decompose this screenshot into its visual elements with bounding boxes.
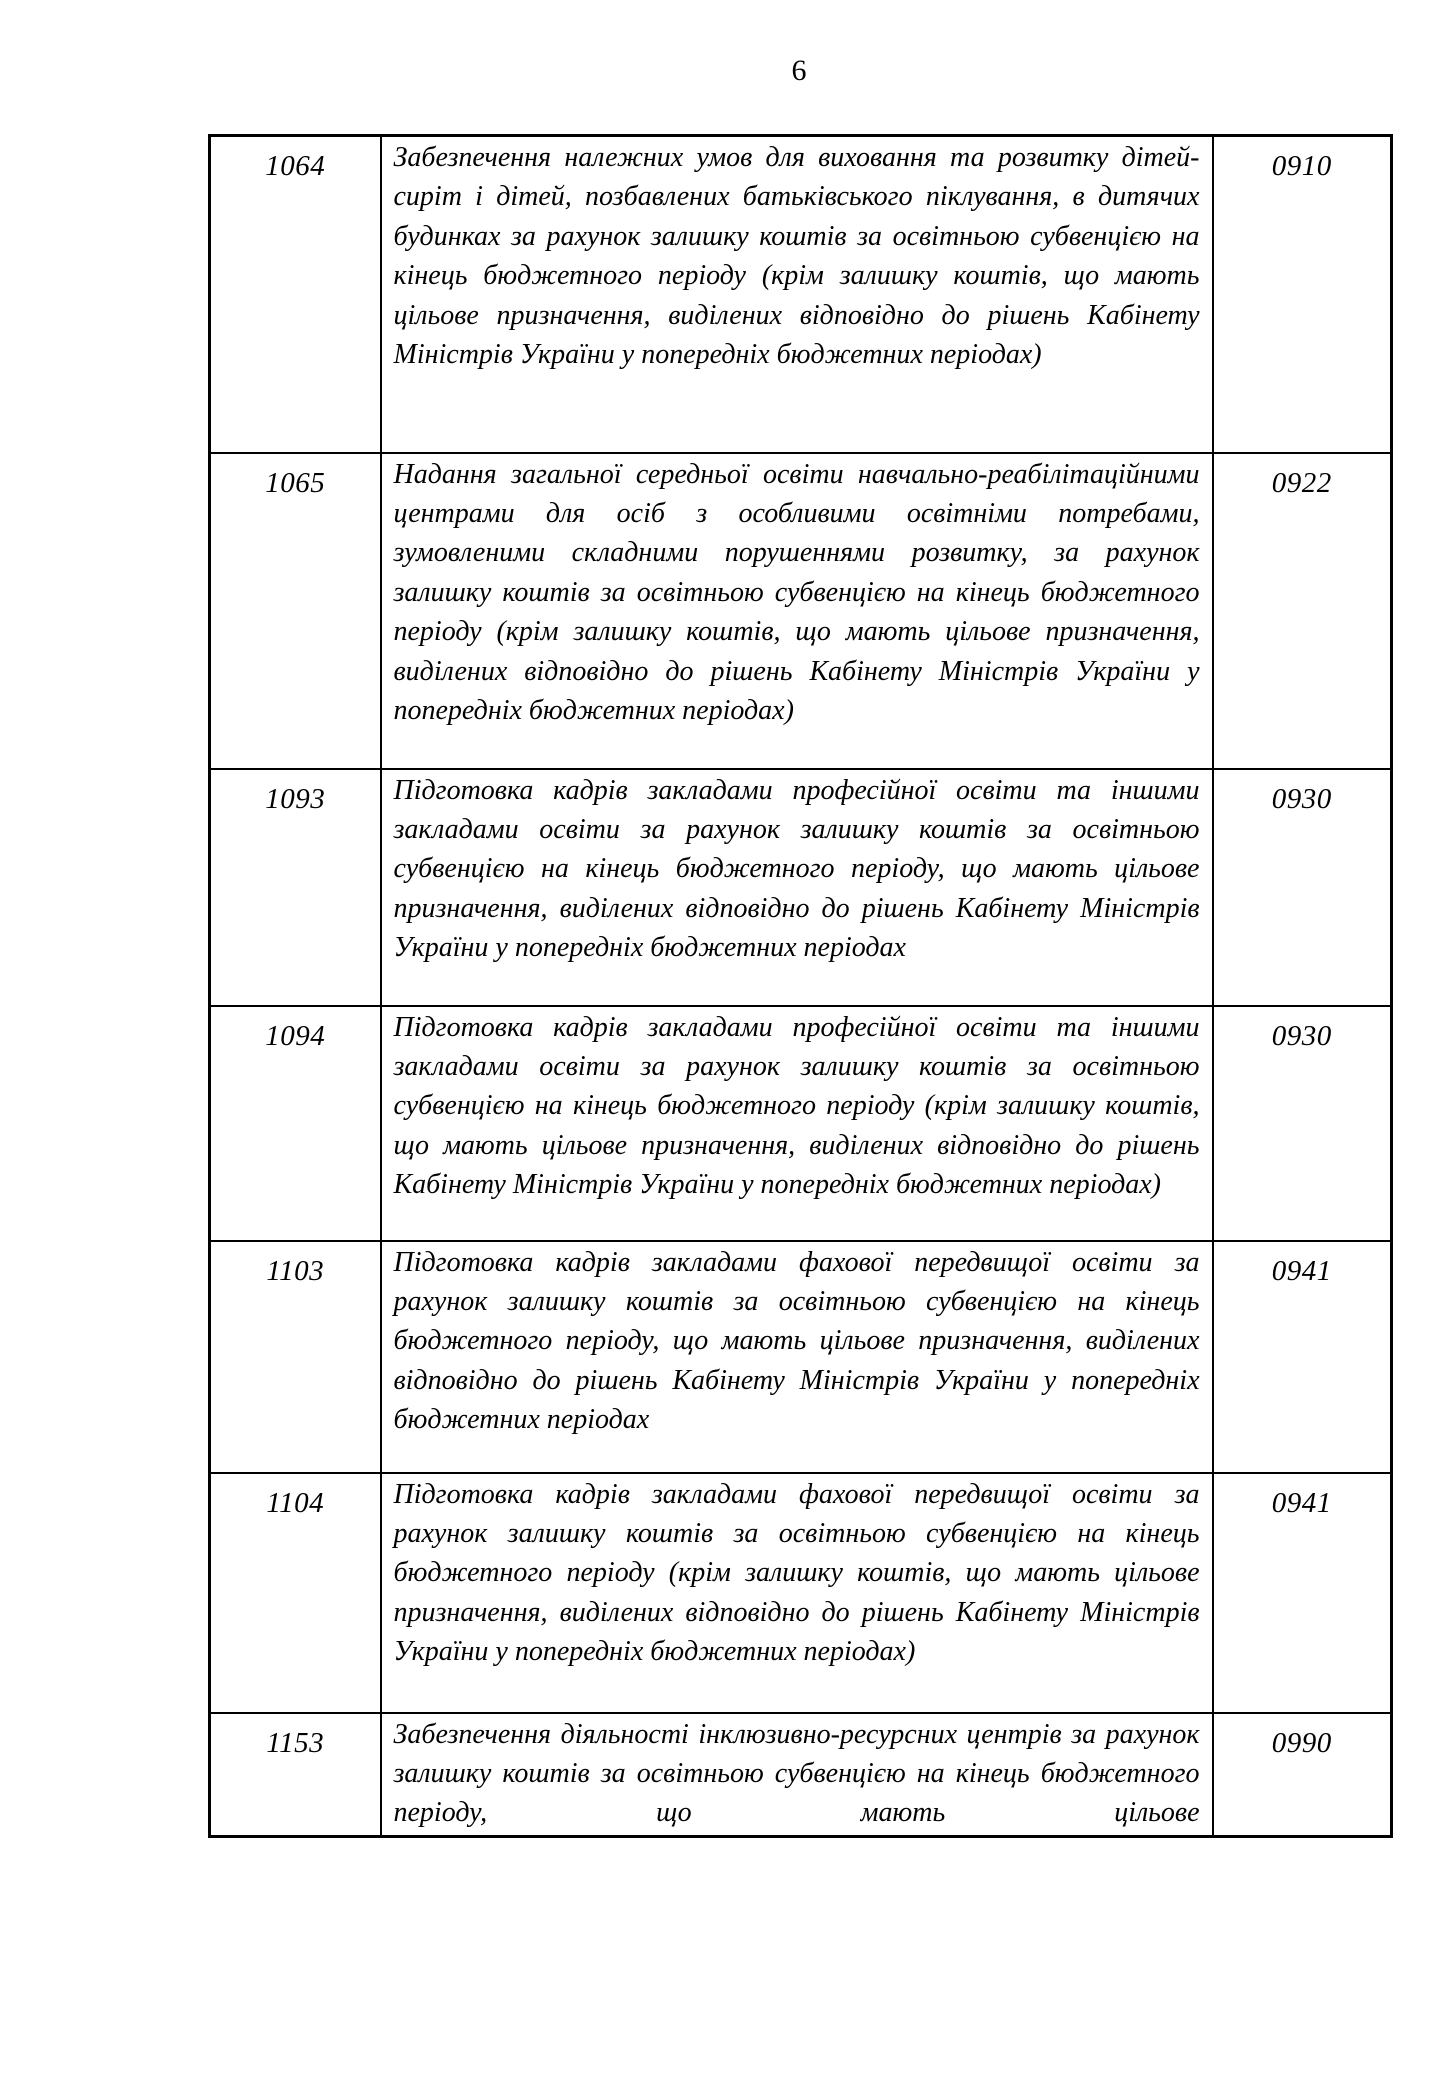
program-code-cell: 1094 — [210, 1006, 381, 1241]
table-row — [210, 1713, 1392, 1837]
description-cell: Надання загальної середньої освіти навчально-реабілітаційними центрами для осіб з особливими освітніми потребами, зумовленими складними порушеннями розвитку, за рахунок залишку коштів за освітньою субвенцією на кінець бюджетного періоду (крім залишку коштів, що мають цільове призначення, виділених відповідно до рішень Кабінету Міністрів України у попередніх бюджетних періодах) — [381, 453, 1213, 769]
program-code-cell: 1093 — [210, 769, 381, 1006]
table-row — [210, 769, 1392, 1006]
table-row — [210, 1006, 1392, 1241]
program-code-cell: 1103 — [210, 1241, 381, 1473]
table-row — [210, 1473, 1392, 1713]
description-cell: Підготовка кадрів закладами фахової передвищої освіти за рахунок залишку коштів за освітньою субвенцією на кінець бюджетного періоду (крім залишку коштів, що мають цільове призначення, виділених відповідно до рішень Кабінету Міністрів України у попередніх бюджетних періодах) — [381, 1473, 1213, 1713]
program-code-cell: 1064 — [210, 136, 381, 453]
functional-code-cell: 0941 — [1213, 1241, 1392, 1473]
document-page — [0, 52, 1448, 2100]
description-cell: Підготовка кадрів закладами фахової передвищої освіти за рахунок залишку коштів за освітньою субвенцією на кінець бюджетного періоду, що мають цільове призначення, виділених відповідно до рішень Кабінету Міністрів України у попередніх бюджетних періодах — [381, 1241, 1213, 1473]
functional-code-cell: 0910 — [1213, 136, 1392, 453]
functional-code-cell: 0930 — [1213, 769, 1392, 1006]
functional-code-cell: 0990 — [1213, 1713, 1392, 1837]
table-row — [210, 1241, 1392, 1473]
description-cell: Забезпечення належних умов для виховання та розвитку дітей-сиріт і дітей, позбавлених батьківського піклування, в дитячих будинках за рахунок залишку коштів за освітньою субвенцією на кінець бюджетного періоду (крім залишку коштів, що мають цільове призначення, виділених відповідно до рішень Кабінету Міністрів України у попередніх бюджетних періодах) — [381, 136, 1213, 453]
functional-code-cell: 0941 — [1213, 1473, 1392, 1713]
budget-program-table — [208, 134, 1393, 1838]
functional-code-cell: 0930 — [1213, 1006, 1392, 1241]
functional-code-cell: 0922 — [1213, 453, 1392, 769]
program-code-cell: 1153 — [210, 1713, 381, 1837]
description-cell: Забезпечення діяльності інклюзивно-ресурсних центрів за рахунок залишку коштів за освітньою субвенцією на кінець бюджетного періоду, що мають цільове — [381, 1713, 1213, 1837]
description-cell: Підготовка кадрів закладами професійної освіти та іншими закладами освіти за рахунок залишку коштів за освітньою субвенцією на кінець бюджетного періоду, що мають цільове призначення, виділених відповідно до рішень Кабінету Міністрів України у попередніх бюджетних періодах — [381, 769, 1213, 1006]
table-row — [210, 453, 1392, 769]
program-code-cell: 1104 — [210, 1473, 381, 1713]
page-number: 6 — [791, 54, 807, 87]
table-row — [210, 136, 1392, 453]
program-code-cell: 1065 — [210, 453, 381, 769]
description-cell: Підготовка кадрів закладами професійної освіти та іншими закладами освіти за рахунок залишку коштів за освітньою субвенцією на кінець бюджетного періоду (крім залишку коштів, що мають цільове призначення, виділених відповідно до рішень Кабінету Міністрів України у попередніх бюджетних періодах) — [381, 1006, 1213, 1241]
